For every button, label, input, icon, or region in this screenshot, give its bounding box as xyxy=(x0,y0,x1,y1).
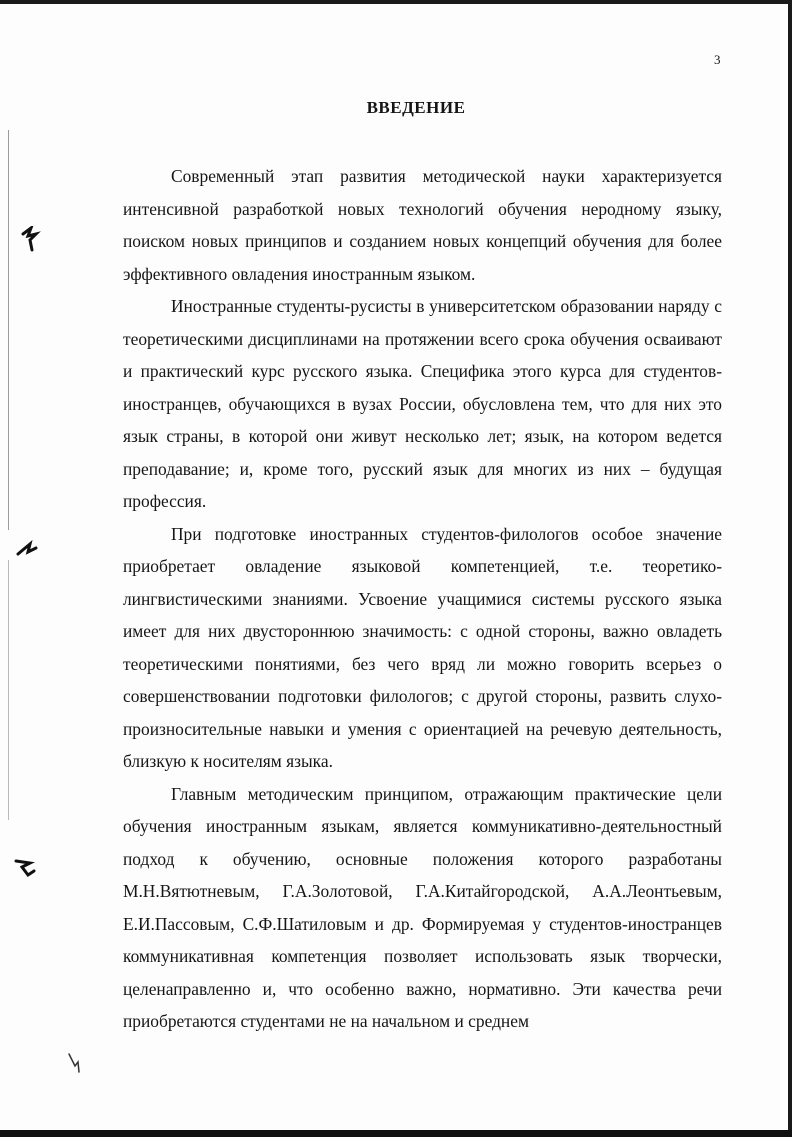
margin-scribble-icon xyxy=(20,226,42,254)
scan-edge-right xyxy=(788,0,792,1137)
scan-edge-bottom xyxy=(0,1130,792,1137)
page-number: 3 xyxy=(714,52,721,67)
paragraph: При подготовке иностранных студентов-филологов особое значение приобретает овладение языковой компетенцией, т.е. теоретико-лингвистическими знаниями. Усвоение учащимися системы русского языка имеет для них двустороннюю значимость: с одной стороны, важно овладеть теоретическими понятиями, без чего вряд ли можно говорить всерьез о совершенствовании подготовки филологов; с другой стороны, развить слухо-произносительные навыки и умения с ориентацией на речевую деятельность, близкую к носителям языка. xyxy=(123,523,722,771)
margin-scribble-icon xyxy=(16,540,40,562)
paragraph: Главным методическим принципом, отражающим практические цели обучения иностранным языкам, является коммуникативно-деятельностный подход к обучению, основные положения которого разработаны М.Н.Вятютневым, Г.А.Золотовой, Г.А.Китайгородской, А.А.Леонтьевым, Е.И.Пассовым, С.Ф.Шатиловым и др. Формируемая у студентов-иностранцев коммуникативная компетенция позволяет использовать язык творчески, целенаправленно и, что особенно важно, нормативно. Эти качества речи приобретаются студентами не на начальном и среднем xyxy=(123,783,722,1031)
paragraph: Иностранные студенты-русисты в университетском образовании наряду с теоретическими дисциплинами на протяжении всего срока обучения осваивают и практический курс русского языка. Специфика этого курса для студентов-иностранцев, обучающихся в вузах России, обусловлена тем, что для них это язык страны, в которой они живут несколько лет; язык, на котором ведется преподавание; и, кроме того, русский язык для многих из них – будущая профессия. xyxy=(123,296,722,511)
margin-scribble-icon xyxy=(66,1052,82,1074)
scan-edge-top xyxy=(0,0,792,4)
scan-edge-left xyxy=(8,130,9,530)
page-title: ВВЕДЕНИЕ xyxy=(366,98,466,117)
body-text xyxy=(123,160,722,1038)
scan-edge-left-lower xyxy=(8,560,9,820)
paragraph: Современный этап развития методической науки характеризуется интенсивной разработкой новых технологий обучения неродному языку, поиском новых принципов и созданием новых концепций обучения для более эффективного овладения иностранным языком. xyxy=(123,166,722,284)
margin-scribble-icon xyxy=(14,855,38,881)
